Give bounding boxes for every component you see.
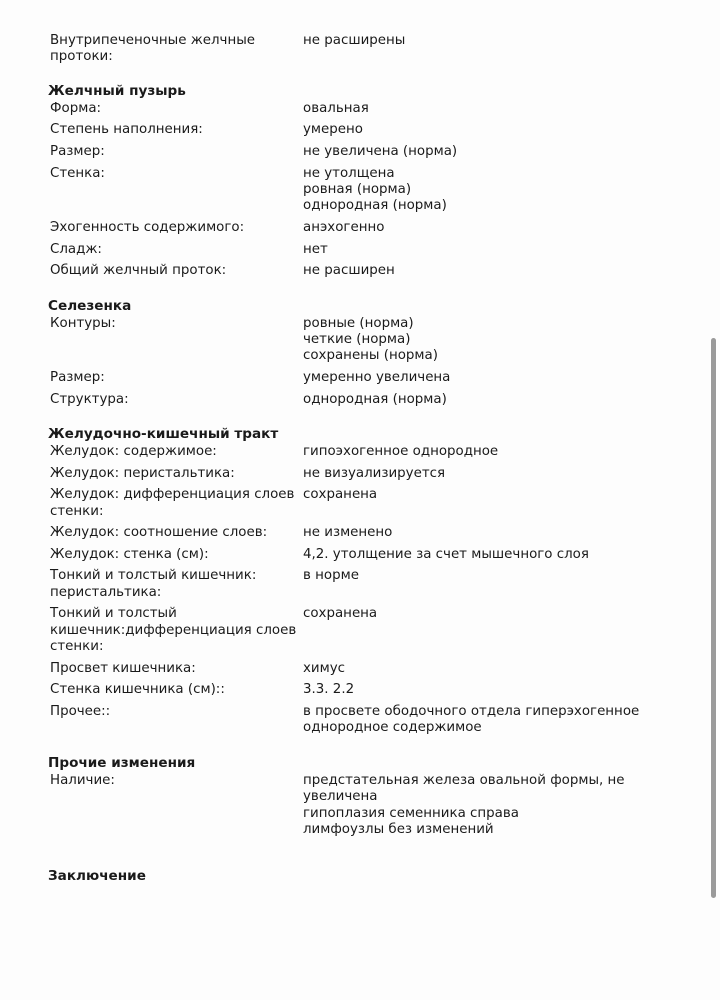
- report-row: [0, 220, 700, 236]
- row-value-line: овальная: [303, 100, 369, 116]
- report-row: [0, 682, 700, 698]
- row-value-line: умеренно увеличена: [303, 370, 451, 385]
- row-label: Желудок: стенка (см):: [50, 546, 209, 562]
- report-row: [0, 101, 700, 117]
- report-row: [0, 444, 700, 460]
- row-value-line: сохранена: [303, 487, 378, 503]
- report-row: [0, 144, 700, 160]
- row-value: [303, 773, 693, 839]
- row-value-line: не визуализируется: [303, 465, 446, 481]
- row-value: [303, 122, 693, 138]
- report-row: [0, 466, 700, 482]
- row-value-line: гипоэхогенное однородное: [303, 444, 499, 459]
- row-value: [303, 466, 693, 482]
- row-value-line: сохранены (норма): [303, 348, 438, 364]
- row-value-line: нет: [303, 241, 328, 257]
- row-label: Тонкий и толстый кишечник: перистальтика:: [50, 568, 257, 600]
- row-label: Степень наполнения:: [50, 122, 203, 138]
- row-value: [303, 316, 693, 365]
- section-title-gi-tract: Желудочно-кишечный тракт: [48, 426, 279, 442]
- report-row: [0, 606, 700, 655]
- row-value-line: однородная (норма): [303, 391, 447, 407]
- row-label: Желудок: содержимое:: [50, 444, 217, 459]
- row-value-line: не расширены: [303, 33, 406, 48]
- row-value-line: в норме: [303, 568, 359, 584]
- section-title-conclusion: Заключение: [48, 868, 146, 885]
- section-title-other-changes: Прочие изменения: [48, 754, 196, 771]
- row-value-line: в просвете ободочного отдела гиперэхогенное: [303, 703, 640, 719]
- report-row: [0, 568, 700, 601]
- row-value: [303, 242, 693, 258]
- row-value-line: не увеличена (норма): [303, 144, 458, 159]
- row-label: Сладж:: [50, 241, 102, 257]
- report-row: [0, 392, 700, 408]
- row-value-line: химус: [303, 660, 346, 676]
- row-value: [303, 392, 693, 408]
- row-value: [303, 547, 693, 563]
- row-value-line: однородное содержимое: [303, 720, 482, 736]
- row-label: Общий желчный проток:: [50, 263, 227, 279]
- report-row: [0, 547, 700, 563]
- report-row: [0, 122, 700, 138]
- report-row: [0, 242, 700, 258]
- row-label: Желудок: перистальтика:: [50, 465, 235, 481]
- row-label: Наличие:: [50, 772, 115, 788]
- row-value-line: однородная (норма): [303, 198, 447, 214]
- row-value: [303, 33, 693, 66]
- row-label: Прочее::: [50, 703, 111, 719]
- row-label: Стенка кишечника (см)::: [50, 682, 225, 698]
- row-value: [303, 263, 693, 279]
- row-value-line: гипоплазия семенника справа: [303, 805, 519, 821]
- row-value-line: 3.3. 2.2: [303, 682, 355, 698]
- row-value-line: анэхогенно: [303, 220, 385, 235]
- row-value-line: предстательная железа овальной формы, не: [303, 772, 625, 788]
- scrollbar-thumb[interactable]: [711, 338, 716, 898]
- row-label: Размер:: [50, 144, 105, 159]
- row-value: [303, 682, 693, 698]
- row-value: [303, 606, 693, 655]
- report-content: [0, 33, 700, 886]
- row-value: [303, 220, 693, 236]
- row-value: [303, 704, 693, 737]
- report-row: [0, 661, 700, 677]
- report-row: [0, 316, 700, 365]
- row-label: Эхогенность содержимого:: [50, 220, 245, 235]
- row-value-line: не утолщена: [303, 165, 395, 181]
- row-value: [303, 144, 693, 160]
- report-row: [0, 370, 700, 386]
- report-row: [0, 525, 700, 541]
- section-title-gallbladder: Желчный пузырь: [48, 82, 186, 99]
- row-value-line: сохранена: [303, 606, 378, 622]
- row-value: [303, 487, 693, 520]
- row-value: [303, 568, 693, 601]
- row-label: Контуры:: [50, 315, 116, 331]
- row-label: [0, 33, 303, 66]
- row-label: Желудок: соотношение слоев:: [50, 525, 268, 541]
- row-label: Форма:: [50, 100, 102, 116]
- row-value-line: 4,2. утолщение за счет мышечного слоя: [303, 546, 589, 562]
- row-value: [303, 370, 693, 386]
- row-value: [303, 101, 693, 117]
- row-value-line: не изменено: [303, 525, 393, 541]
- row-label: Стенка:: [50, 165, 105, 181]
- row-label-text: Внутрипеченочные желчные протоки:: [50, 33, 256, 65]
- row-value: [303, 166, 693, 215]
- row-value-line: лимфоузлы без изменений: [303, 822, 494, 837]
- row-value-line: четкие (норма): [303, 332, 411, 347]
- report-row: [0, 263, 700, 279]
- row-value: [303, 661, 693, 677]
- report-row: [0, 166, 700, 215]
- row-label: Структура:: [50, 391, 129, 407]
- row-value: [303, 444, 693, 460]
- row-value-line: ровная (норма): [303, 182, 412, 197]
- row-value: [303, 525, 693, 541]
- report-row: [0, 487, 700, 520]
- row-label: Размер:: [50, 370, 105, 385]
- section-title-spleen: Селезенка: [48, 297, 132, 314]
- report-row: [0, 704, 700, 737]
- row-value-line: ровные (норма): [303, 315, 414, 331]
- row-label: Тонкий и толстый кишечник:дифференциация слоев стенки:: [50, 606, 297, 655]
- row-value-line: умерено: [303, 122, 363, 138]
- report-row: [0, 773, 700, 839]
- row-label: Желудок: дифференциация слоев стенки:: [50, 487, 295, 519]
- row-label: Просвет кишечника:: [50, 660, 196, 676]
- row-value-line: не расширен: [303, 263, 395, 279]
- report-row: [0, 33, 700, 66]
- row-value-line: увеличена: [303, 789, 378, 805]
